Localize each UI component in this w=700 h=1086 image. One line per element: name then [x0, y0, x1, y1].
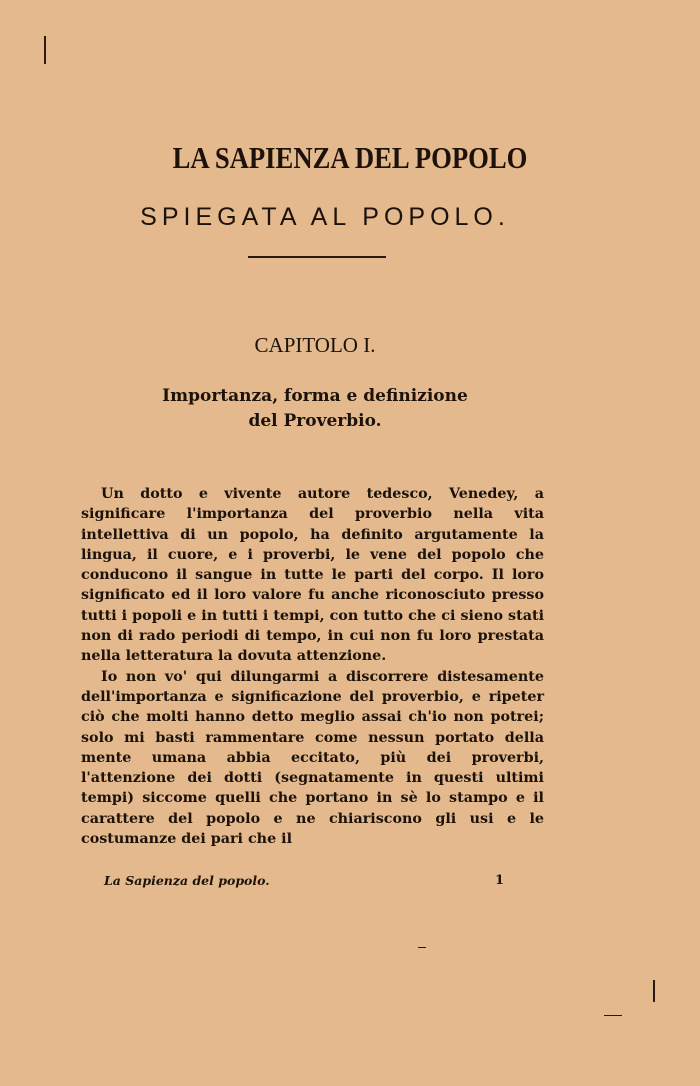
section-title-line-1: Importanza, forma e definizione	[162, 386, 468, 406]
scan-mark	[604, 1015, 622, 1016]
page-title: LA SAPIENZA DEL POPOLO	[172, 140, 528, 175]
page-subtitle: SPIEGATA AL POPOLO.	[140, 203, 510, 231]
running-footer: La Sapienza del popolo.	[104, 873, 270, 888]
paragraph: Io non vo' qui dilungarmi a discorrere distesamente dell'importanza e significazione del proverbio, e ripeter ciò che molti hanno detto meglio assai ch'io non potrei; solo mi basti rammentare come nessun portato della mente umana abbia eccitato, più dei proverbi, l'attenzione dei dotti (segnatamente in questi ultimi tempi) siccome quelli che portano in sè lo stampo e il carattere del popolo e ne chiariscono gli usi e le costumanze dei pari che il	[81, 668, 544, 848]
scan-mark	[44, 36, 46, 64]
scan-mark	[418, 947, 426, 948]
body-text	[81, 484, 544, 849]
section-title-line-2: del Proverbio.	[248, 411, 382, 431]
title-divider	[248, 256, 386, 258]
scan-mark	[653, 980, 655, 1002]
chapter-heading: CAPITOLO I.	[254, 333, 376, 357]
page-number: 1	[495, 873, 505, 888]
paragraph: Un dotto e vivente autore tedesco, Venedey, a significare l'importanza del proverbio nella vita intellettiva di un popolo, ha definito argutamente la lingua, il cuore, e i proverbi, le vene del popolo che conducono il sangue in tutte le parti del corpo. Il loro significato ed il loro valore fu anche riconosciuto presso tutti i popoli e in tutti i tempi, con tutto che ci sieno stati non di rado periodi di tempo, in cui non fu loro prestata nella letteratura la dovuta attenzione.	[81, 486, 544, 665]
section-title	[0, 384, 630, 434]
library-stamp	[410, 178, 630, 258]
